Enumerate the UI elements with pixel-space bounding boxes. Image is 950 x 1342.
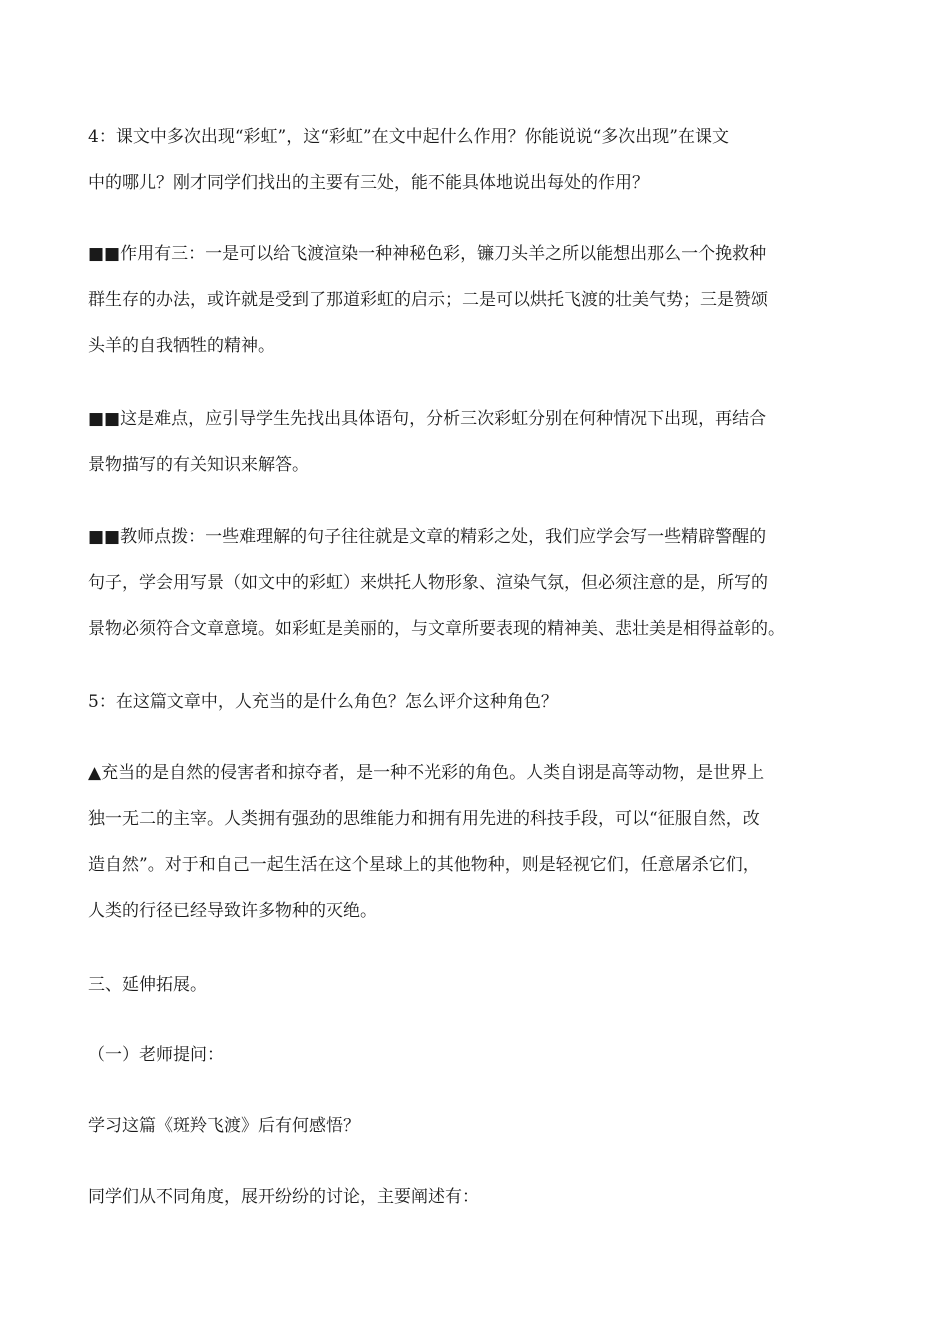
question-5 [88, 679, 864, 725]
question-4-difficulty-note [88, 396, 864, 488]
question-4-answer [88, 231, 864, 369]
text-line: 景物必须符合文章意境。如彩虹是美丽的，与文章所要表现的精神美、悲壮美是相得益彰的。 [88, 619, 785, 639]
text-line: 5：在这篇文章中，人充当的是什么角色？怎么评介这种角色？ [88, 692, 558, 712]
text-line: ■■教师点拨：一些难理解的句子往往就是文章的精彩之处，我们应学会写一些精辟警醒的 [88, 527, 767, 547]
question-5-answer [88, 750, 864, 934]
text-line: ▲充当的是自然的侵害者和掠夺者，是一种不光彩的角色。人类自诩是高等动物，是世界上 [88, 763, 765, 783]
text-line: ■■这是难点，应引导学生先找出具体语句，分析三次彩虹分别在何种情况下出现，再结合 [88, 409, 767, 429]
subsection-heading-1 [88, 1032, 864, 1078]
text-line: 句子，学会用写景（如文中的彩虹）来烘托人物形象、渲染气氛，但必须注意的是，所写的 [88, 573, 768, 593]
text-line: （一）老师提问： [88, 1045, 224, 1065]
section-heading-3 [88, 962, 864, 1008]
teacher-tip [88, 514, 864, 652]
text-line: 学习这篇《斑羚飞渡》后有何感悟？ [88, 1116, 360, 1136]
text-line: 景物描写的有关知识来解答。 [88, 455, 309, 475]
text-line: ■■作用有三：一是可以给飞渡渲染一种神秘色彩，镰刀头羊之所以能想出那么一个挽救种 [88, 244, 767, 264]
text-line: 中的哪儿？刚才同学们找出的主要有三处，能不能具体地说出每处的作用？ [88, 173, 649, 193]
text-line: 人类的行径已经导致许多物种的灭绝。 [88, 901, 377, 921]
text-line: 群生存的办法，或许就是受到了那道彩虹的启示；二是可以烘托飞渡的壮美气势；三是赞颂 [88, 290, 768, 310]
text-line: 4：课文中多次出现“彩虹”，这“彩虹”在文中起什么作用？你能说说“多次出现”在课文 [88, 127, 729, 147]
text-line: 造自然”。对于和自己一起生活在这个星球上的其他物种，则是轻视它们，任意屠杀它们， [88, 855, 760, 875]
text-line: 头羊的自我牺牲的精神。 [88, 336, 275, 356]
text-line: 同学们从不同角度，展开纷纷的讨论，主要阐述有： [88, 1187, 479, 1207]
text-line: 三、延伸拓展。 [88, 975, 207, 995]
question-4 [88, 114, 864, 206]
discussion-intro [88, 1174, 864, 1220]
reflection-prompt [88, 1103, 864, 1149]
text-line: 独一无二的主宰。人类拥有强劲的思维能力和拥有用先进的科技手段，可以“征服自然，改 [88, 809, 760, 829]
